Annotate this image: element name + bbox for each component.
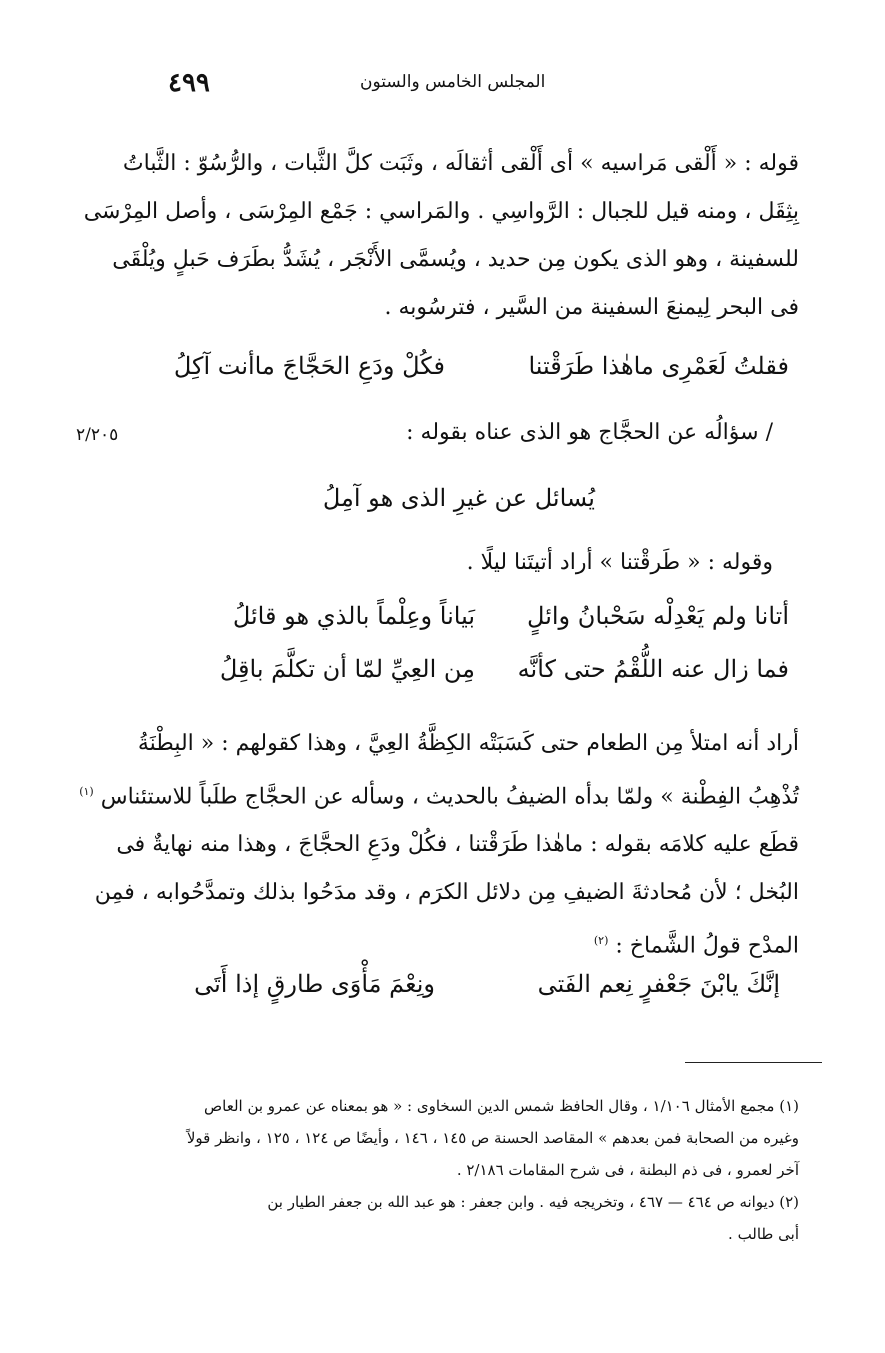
paragraph-line-with-note-2 [129, 917, 799, 970]
verse-4-second-hemistich: ونِعْمَ مَأْوَى طارقٍ إذا أَتَى [194, 970, 435, 998]
footnote-line: (٢) ديوانه ص ٤٦٤ — ٤٦٧ ، وتخريجه فيه . وابن جعفر : هو عبد الله بن جعفر الطيار بن [267, 1193, 799, 1211]
verse-1-first-hemistich: فقلتُ لَعَمْرِى ماهٰذا طَرَقْتنا [528, 352, 789, 380]
paragraph-line: فى البحر لِيمنعَ السفينة من السَّير ، فترسُوبه . [384, 295, 799, 320]
paragraph-line: بِثِقَل ، ومنه قيل للجبال : الرَّواسِي . والمَراسي : جَمْع المِرْسَى ، وأصل المِرْسَى [83, 199, 799, 224]
paragraph-line-text: المدْح قولُ الشَّماخ : [615, 933, 799, 959]
running-title: المجلس الخامس والستون [360, 72, 546, 92]
verse-1-second-hemistich: فكُلْ ودَعِ الحَجَّاجَ ماأنت آكِلُ [173, 352, 445, 380]
footnote-marker-1: (١) [79, 785, 94, 798]
footnote-1 [129, 1090, 799, 1186]
paragraph-line-text: تُذْهِبُ الفِطْنة » ولمّا بدأه الضيفُ بالحديث ، وسأله عن الحجَّاج طلَباً للاستئناس [100, 784, 799, 810]
footnote-2 [129, 1186, 799, 1250]
footnote-line: آخر لعمرو ، فى ذم البطنة ، فى شرح المقامات ٢/١٨٦ . [456, 1161, 799, 1179]
page-number: ٤٩٩ [168, 68, 210, 98]
paragraph-line-with-note-1 [79, 768, 799, 821]
paragraph-1 [83, 140, 799, 332]
paragraph-line: قطَع عليه كلامَه بقوله : ماهٰذا طَرَقْتنا ، فكُلْ ودَعِ الحجَّاجَ ، وهذا منه نهايةٌ فى [116, 832, 799, 858]
verse-3-second-hemistich: مِن العِيِّ لمّا أن تكلَّمَ باقِلُ [219, 655, 475, 683]
paragraph-line: أراد أنه امتلأ مِن الطعام حتى كَسَبَتْه الكِظَّةُ العِيَّ ، وهذا كقولهم : « البِطْنَةُ [137, 731, 799, 756]
paragraph-line: قوله : « أَلْقى مَراسيه » أى أَلْقى أثقالَه ، وثَبَت كلَّ الثَّبات ، والرُّسُوّ : الثَّباتُ [122, 151, 799, 176]
footnote-line: (١) مجمع الأمثال ١/١٠٦ ، وقال الحافظ شمس الدين السخاوى : « هو بمعناه عن عمرو بن العاص [204, 1097, 799, 1115]
verse-2-first-hemistich: أتانا ولم يَعْدِلْه سَحْبانُ وائلٍ [527, 602, 789, 630]
verse-3-first-hemistich: فما زال عنه اللُّقْمُ حتى كأنَّه [517, 655, 789, 683]
footnote-line: أبى طالب . [728, 1225, 799, 1243]
footnote-divider [685, 1062, 822, 1063]
footnote-line: وغيره من الصحابة فمن بعدهم » المقاصد الحسنة ص ١٤٥ ، ١٤٦ ، وأيضًا ص ١٢٤ ، ١٢٥ ، وانظر قولاً [186, 1129, 799, 1147]
line-tarqatna: وقوله : « طَرقْتنا » أراد أتيتَنا ليلًا . [466, 550, 773, 575]
line-after-verse-1: / سؤالُه عن الحجَّاج هو الذى عناه بقوله : [406, 420, 773, 445]
paragraph-2 [79, 720, 799, 971]
paragraph-line: للسفينة ، وهو الذى يكون مِن حديد ، ويُسمَّى الأَنْجَر ، يُشَدُّ بطَرَف حَبلٍ ويُلْقَى [112, 247, 799, 272]
verse-2-second-hemistich: بَياناً وعِلْماً بالذي هو قائلُ [232, 602, 475, 630]
verse-4-first-hemistich: إنَّكَ يابْنَ جَعْفرٍ نِعم الفَتى [537, 970, 780, 998]
paragraph-line: البُخل ؛ لأن مُحادثةَ الضيفِ مِن دلائل الكرَم ، وقد مدَحُوا بذلك وتمدَّحُوابه ، فمِن [94, 880, 799, 906]
footnote-marker-2: (٢) [593, 934, 609, 948]
margin-reference: ٢/٢٠٥ [76, 425, 119, 445]
single-hemistich: يُسائل عن غيرِ الذى هو آمِلُ [322, 484, 595, 512]
